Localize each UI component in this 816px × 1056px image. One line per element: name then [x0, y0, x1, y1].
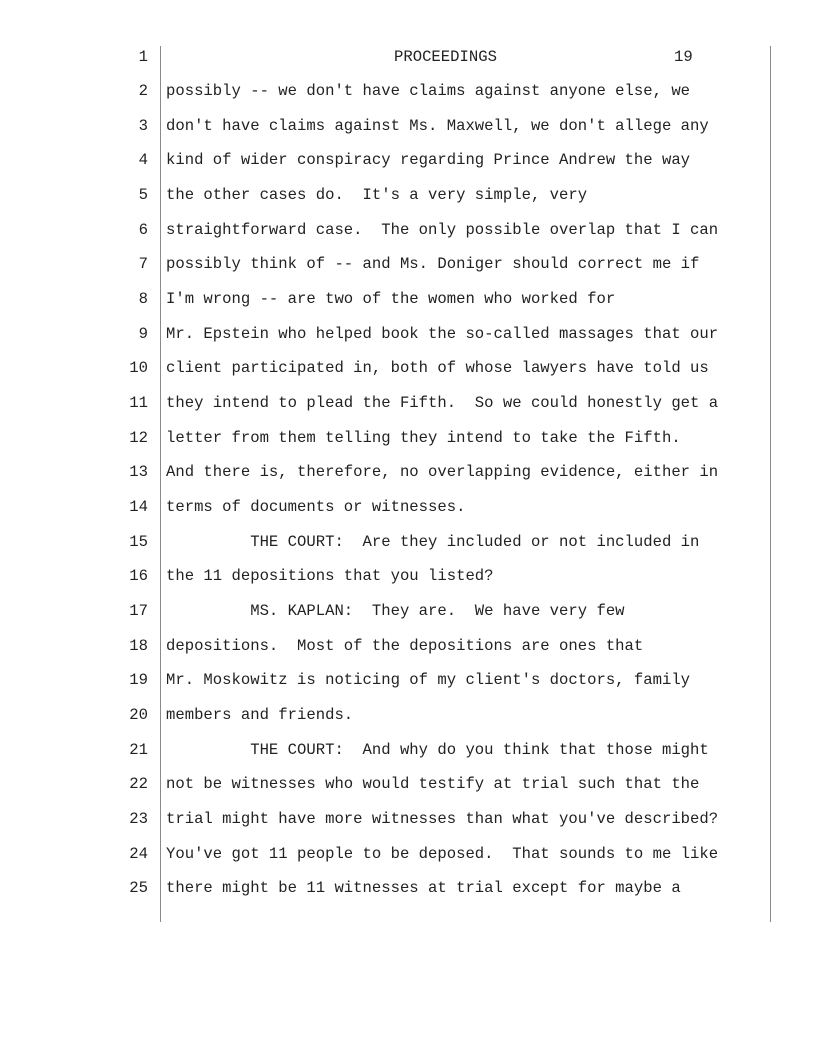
- line-number: 4: [138, 151, 148, 169]
- line-text: terms of documents or witnesses.: [166, 498, 466, 516]
- line-number: 21: [129, 741, 148, 759]
- line-number: 24: [129, 845, 148, 863]
- transcript-line: [0, 81, 816, 115]
- line-number: 1: [138, 48, 148, 66]
- line-text: Mr. Epstein who helped book the so-called massages that our: [166, 325, 719, 343]
- transcript-line: [0, 740, 816, 774]
- line-text: kind of wider conspiracy regarding Prince Andrew the way: [166, 151, 691, 169]
- line-number: 6: [138, 221, 148, 239]
- transcript-line: [0, 497, 816, 531]
- transcript-line: [0, 324, 816, 358]
- transcript-line: [0, 705, 816, 739]
- line-number: 13: [129, 463, 148, 481]
- line-text: client participated in, both of whose lawyers have told us: [166, 359, 709, 377]
- transcript-line: [0, 428, 816, 462]
- line-text: possibly think of -- and Ms. Doniger should correct me if: [166, 255, 700, 273]
- transcript-line: [0, 150, 816, 184]
- transcript-line: [0, 809, 816, 843]
- transcript-line: [0, 878, 816, 912]
- line-text: straightforward case. The only possible overlap that I can: [166, 221, 719, 239]
- transcript-line: [0, 220, 816, 254]
- transcript-line: [0, 774, 816, 808]
- line-number: 10: [129, 359, 148, 377]
- line-text: I'm wrong -- are two of the women who worked for: [166, 290, 616, 308]
- line-number: 17: [129, 602, 148, 620]
- transcript-line: [0, 289, 816, 323]
- transcript-line: [0, 254, 816, 288]
- transcript-line: [0, 393, 816, 427]
- line-text: Mr. Moskowitz is noticing of my client's doctors, family: [166, 671, 691, 689]
- line-number: 5: [138, 186, 148, 204]
- line-number: 11: [129, 394, 148, 412]
- transcript-line: [0, 601, 816, 635]
- line-text: the 11 depositions that you listed?: [166, 567, 494, 585]
- line-number: 8: [138, 290, 148, 308]
- transcript-line: [0, 462, 816, 496]
- line-text: there might be 11 witnesses at trial except for maybe a: [166, 879, 681, 897]
- line-number: 3: [138, 117, 148, 135]
- line-number: 22: [129, 775, 148, 793]
- line-number: 20: [129, 706, 148, 724]
- line-number: 23: [129, 810, 148, 828]
- transcript-line: [0, 670, 816, 704]
- line-text: THE COURT: Are they included or not included in: [166, 533, 700, 551]
- line-text: don't have claims against Ms. Maxwell, we don't allege any: [166, 117, 709, 135]
- line-text: they intend to plead the Fifth. So we could honestly get a: [166, 394, 719, 412]
- line-text: MS. KAPLAN: They are. We have very few: [166, 602, 625, 620]
- line-number: 18: [129, 637, 148, 655]
- line-text: trial might have more witnesses than what you've described?: [166, 810, 719, 828]
- line-number: 2: [138, 82, 148, 100]
- line-text: And there is, therefore, no overlapping evidence, either in: [166, 463, 719, 481]
- line-number: 15: [129, 533, 148, 551]
- page-number: 19: [674, 48, 693, 66]
- line-number: 7: [138, 255, 148, 273]
- line-text: THE COURT: And why do you think that those might: [166, 741, 709, 759]
- line-number: 14: [129, 498, 148, 516]
- line-number: 12: [129, 429, 148, 447]
- transcript-line: [0, 358, 816, 392]
- transcript-line: [0, 566, 816, 600]
- transcript-line: [0, 532, 816, 566]
- line-text: the other cases do. It's a very simple, very: [166, 186, 588, 204]
- line-text: members and friends.: [166, 706, 354, 724]
- line-number: 9: [138, 325, 148, 343]
- header-line: [0, 47, 816, 81]
- transcript-line: [0, 844, 816, 878]
- line-text: You've got 11 people to be deposed. That sounds to me like: [166, 845, 719, 863]
- line-number: 19: [129, 671, 148, 689]
- line-number: 25: [129, 879, 148, 897]
- transcript-line: [0, 185, 816, 219]
- page-title: PROCEEDINGS: [394, 48, 497, 66]
- transcript-line: [0, 636, 816, 670]
- line-number: 16: [129, 567, 148, 585]
- line-text: possibly -- we don't have claims against anyone else, we: [166, 82, 691, 100]
- line-text: letter from them telling they intend to take the Fifth.: [166, 429, 681, 447]
- transcript-line: [0, 116, 816, 150]
- line-text: depositions. Most of the depositions are ones that: [166, 637, 644, 655]
- line-text: not be witnesses who would testify at trial such that the: [166, 775, 700, 793]
